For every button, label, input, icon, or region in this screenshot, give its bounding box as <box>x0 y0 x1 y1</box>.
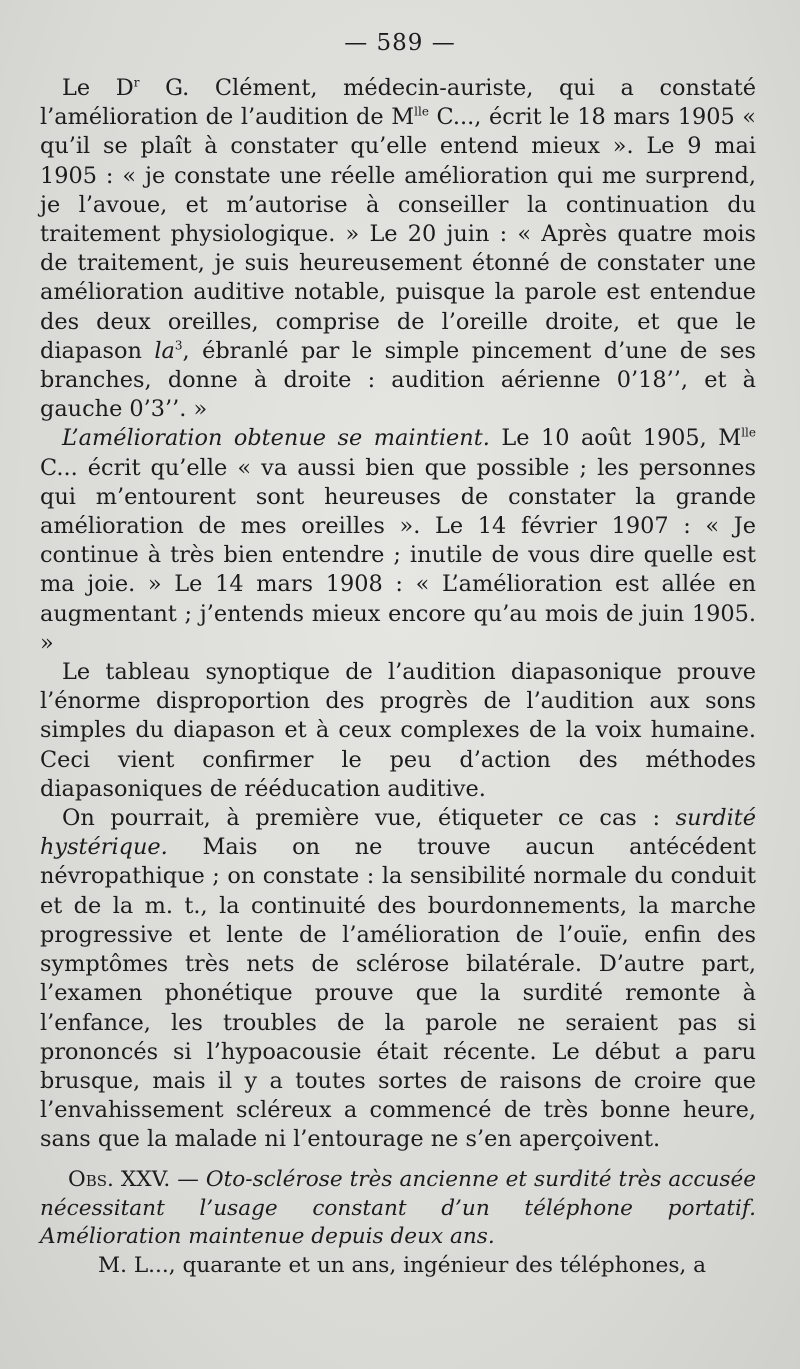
paragraph-3: Le tableau synoptique de l’audition diapasonique prouve l’énorme disproportion des progrès de l’audition aux sons simples du diapason et à ceux complexes de la voix humaine. Ceci vient confirmer le peu d’action des méthodes diapasoniques de rééducation auditive. <box>40 659 756 802</box>
paragraph-4: On pourrait, à première vue, étiqueter ce cas : surdité hystérique. Mais on ne trouve aucun antécédent névropathique ; on constate : la sensibilité normale du conduit et de la m. t., la continuité des bourdonnements, la marche progressive et lente de l’amélioration de l’ouïe, enfin des symptômes très nets de sclérose bilatérale. D’autre part, l’examen phonétique prouve que la surdité remonte à l’enfance, les troubles de la parole ne seraient pas si prononcés si l’hypoacousie était récente. Le début a paru brusque, mais il y a toutes sortes de raisons de croire que l’envahissement scléreux a commencé de très bonne heure, sans que la malade ni l’entourage ne s’en aperçoivent. <box>40 805 756 1153</box>
observation-section <box>40 1166 756 1280</box>
paragraph-2: L’amélioration obtenue se maintient. Le 10 août 1905, $M^{lle}$ C... écrit qu’elle « va aussi bien que possible ; les personnes qui m’entourent sont heureuses de constater la grande amélioration de mes oreilles ». Le 14 février 1907 : « Je continue à très bien entendre ; inutile de vous dire quelle est ma joie. » Le 14 mars 1908 : « L’amélioration est allée en augmentant ; j’entends mieux encore qu’au mois de juin 1905. » <box>40 425 756 656</box>
observation-label: Obs. XXV. <box>68 1167 171 1192</box>
observation-heading: Obs. XXV. — Oto-sclérose très ancienne et surdité très accusée nécessitant l’usage constant d’un téléphone portatif. Amélioration maintenue depuis deux ans. <box>40 1167 757 1250</box>
paragraph-1: Le $D^r$ G. Clément, médecin-auriste, qui a constaté l’amélioration de l’audition de $M^{lle}$ C..., écrit le 18 mars 1905 « qu’il se plaît à constater qu’elle entend mieux ». Le 9 mai 1905 : « je constate une réelle amélioration qui me surprend, je l’avoue, et m’autorise à conseiller la continuation du traitement physiologique. » Le 20 juin : « Après quatre mois de traitement, je suis heureusement étonné de constater une amélioration auditive notable, puisque la parole est entendue des deux oreilles, comprise de l’oreille droite, et que le diapason $la^3$, ébranlé par le simple pincement d’une de ses branches, donne à droite : audition aérienne 0’18’’, et à gauche 0’3’’. » <box>40 75 756 423</box>
page-number: — 589 — <box>344 30 456 56</box>
observation-body: M. L..., quarante et un ans, ingénieur des téléphones, a <box>98 1252 707 1278</box>
observation-title: Oto-sclérose très ancienne et surdité très accusée nécessitant l’usage constant d’un téléphone portatif. Amélioration maintenue depuis deux ans. <box>40 1167 757 1250</box>
body-text <box>40 74 756 1155</box>
